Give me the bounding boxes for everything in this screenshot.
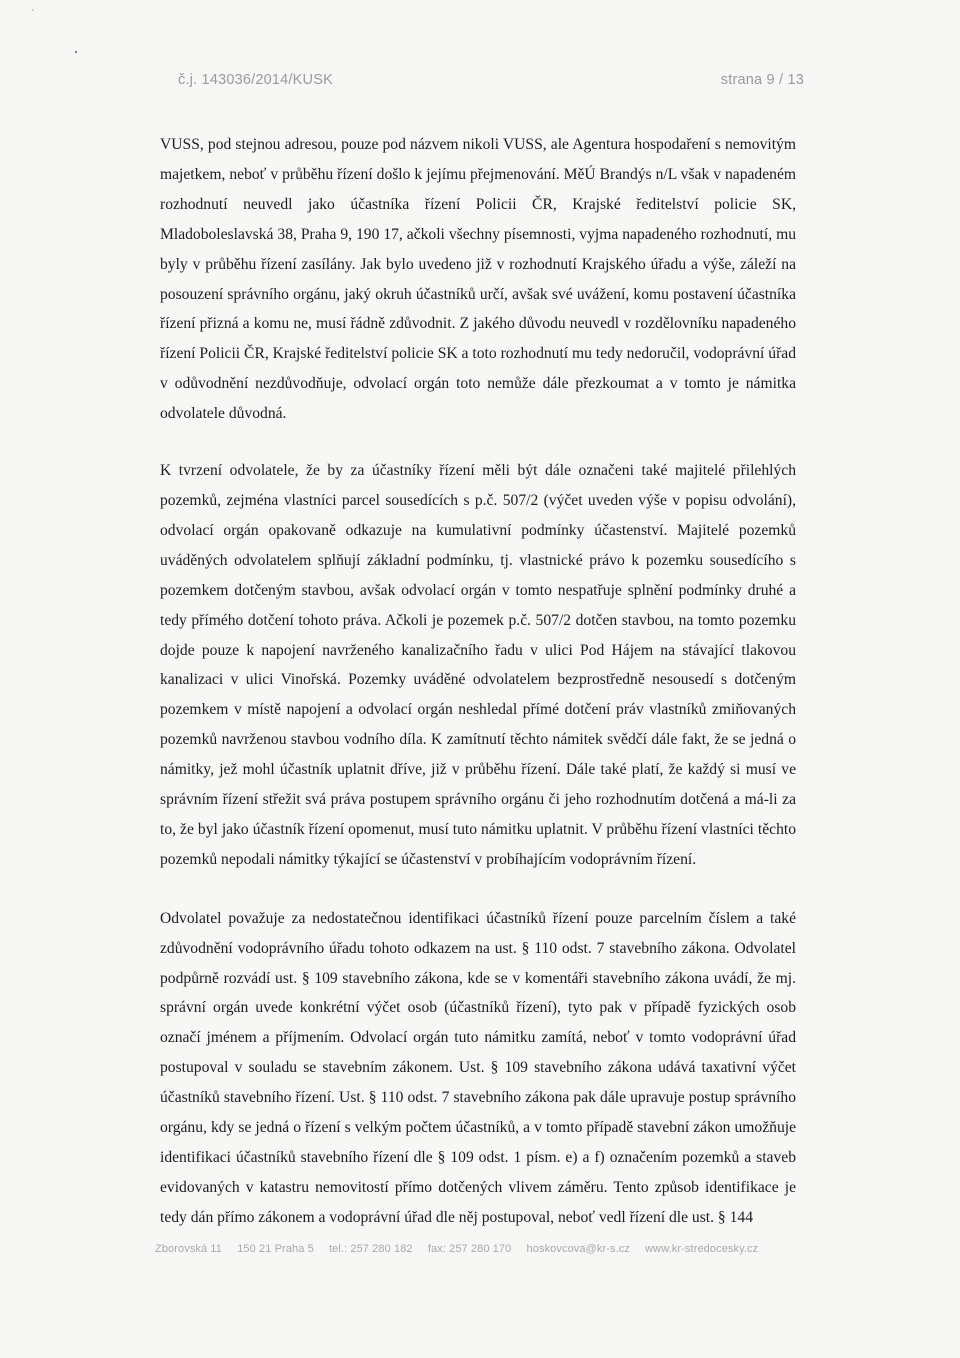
footer-address: Zborovská 11 xyxy=(155,1243,223,1255)
reference-number: č.j. 143036/2014/KUSK xyxy=(178,72,333,88)
footer-email: hoskovcova@kr-s.cz xyxy=(526,1243,630,1255)
scan-speck xyxy=(75,51,77,53)
paragraph: K tvrzení odvolatele, že by za účastníky řízení měli být dále označeni také majitelé přilehlých pozemků, zejména vlastníci parcel sousedících s p.č. 507/2 (výčet uveden výše v popisu odvolání), odvolací orgán opakovaně odkazuje na kumulativní podmínky účastenství. Majitelé pozemků uváděných odvolatelem splňují základní podmínku, tj. vlastnické právo k pozemku sousedícího s pozemkem dotčeným stavbou, avšak odvolací orgán v tomto nespatřuje splnění podmínky druhé a tedy přímého dotčení tohoto práva. Ačkoli je pozemek p.č. 507/2 dotčen stavbou, na tomto pozemku dojde pouze k napojení navrženého kanalizačního řadu v ulici Pod Hájem na stávající tlakovou kanalizaci v ulici Vinořská. Pozemky uváděné odvolatelem bezprostředně nesousedí s dotčeným pozemkem v místě napojení a odvolací orgán neshledal přímé dotčení práv vlastníků zmiňovaných pozemků navrženou stavbou vodního díla. K zamítnutí těchto námitek svědčí dále fakt, že se jedná o námitky, jež mohl účastník uplatnit dříve, již v průběhu řízení. Dále také platí, že každý si musí ve správním řízení střežit svá práva postupem správního orgánu či jeho rozhodnutím dotčená a má-li za to, že byl jako účastník řízení opomenut, musí tuto námitku uplatnit. V průběhu řízení vlastníci těchto pozemků nepodali námitky týkající se účastenství v probíhajícím vodoprávním řízení. xyxy=(160,462,796,868)
footer-fax: fax: 257 280 170 xyxy=(427,1243,512,1255)
footer-web: www.kr-stredocesky.cz xyxy=(645,1243,759,1255)
paragraph: Odvolatel považuje za nedostatečnou identifikaci účastníků řízení pouze parcelním číslem a také zdůvodnění vodoprávního úřadu tohoto odkazem na ust. § 110 odst. 7 stavebního zákona. Odvolatel podpůrně rozvádí ust. § 109 stavebního zákona, kde se v komentáři stavebního zákona uvádí, že mj. správní orgán uvede konkrétní výčet osob (účastníků řízení), tyto pak v případě fyzických osob označí jménem a příjmením. Odvolací orgán tuto námitku zamítá, neboť v tomto vodoprávní úřad postupoval v souladu se stavebním zákonem. Ust. § 109 stavebního zákona udává taxativní výčet účastníků stavebního řízení. Ust. § 110 odst. 7 stavebního zákona pak dále upravuje postup správního orgánu, kdy se jedná o řízení s velkým počtem účastníků, a v tomto případě stavební zákon umožňuje identifikaci účastníků stavebního řízení dle § 109 odst. 1 písm. e) a f) označením pozemků a staveb evidovaných v katastru nemovitostí přímo dotčených vlivem záměru. Tento způsob identifikace je tedy dán přímo zákonem a vodoprávní úřad dle něj postupoval, neboť vedl řízení dle ust. § 144 xyxy=(160,909,796,1226)
footer-postal: 150 21 Praha 5 xyxy=(237,1243,314,1255)
scan-speck xyxy=(32,9,34,11)
footer-phone: tel.: 257 280 182 xyxy=(328,1243,413,1255)
paragraph: VUSS, pod stejnou adresou, pouze pod názvem nikoli VUSS, ale Agentura hospodaření s nemovitým majetkem, neboť v průběhu řízení došlo k jejímu přejmenování. MěÚ Brandýs n/L však v napadeném rozhodnutí neuvedl jako účastníka řízení Policii ČR, Krajské ředitelství policie SK, Mladoboleslavská 38, Praha 9, 190 17, ačkoli všechny písemnosti, vyjma napadeného rozhodnutí, mu byly v průběhu řízení zasílány. Jak bylo uvedeno již v rozhodnutí Krajského úřadu a výše, záleží na posouzení správního orgánu, jaký okruh účastníků určí, avšak své uvážení, komu postavení účastníka řízení přizná a komu ne, musí řádně zdůvodnit. Z jakého důvodu neuvedl v rozdělovníku napadeného řízení Policii ČR, Krajské ředitelství policie SK a toto rozhodnutí mu tedy nedoručil, vodoprávní úřad v odůvodnění nezdůvodňuje, odvolací orgán toto nemůže dále přezkoumat a v tomto je námitka odvolatele důvodná. xyxy=(160,136,796,423)
page-number: strana 9 / 13 xyxy=(720,72,804,88)
